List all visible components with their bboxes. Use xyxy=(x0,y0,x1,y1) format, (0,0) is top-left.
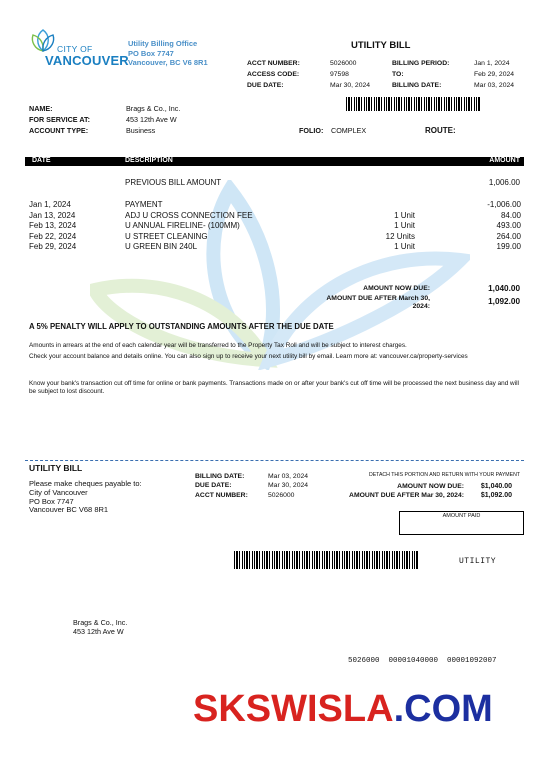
billing-period-label: BILLING PERIOD: xyxy=(392,60,450,67)
row-date: Feb 13, 2024 xyxy=(29,221,77,230)
acct-number-value: 5026000 xyxy=(330,60,357,67)
stub-now-due-label: AMOUNT NOW DUE: xyxy=(397,483,464,490)
col-amount: AMOUNT xyxy=(489,157,520,164)
row-date: Jan 1, 2024 xyxy=(29,200,71,209)
due-date-label: DUE DATE: xyxy=(247,82,284,89)
stub-billing-date: Mar 03, 2024 xyxy=(268,473,309,480)
table-row xyxy=(29,242,521,253)
office-city: Vancouver, BC V6 8R1 xyxy=(128,58,208,67)
city-logo-icon xyxy=(30,27,56,53)
row-description: U STREET CLEANING xyxy=(125,231,208,241)
scanline: 5026000 00001040000 00001092007 xyxy=(348,657,497,665)
previous-bill-amount: 1,006.00 xyxy=(488,178,520,187)
row-amount: 493.00 xyxy=(496,221,521,230)
amount-after-label-2: 2024: xyxy=(412,303,430,310)
access-code-value: 97598 xyxy=(330,71,349,78)
logo-city-of: CITY OF xyxy=(57,44,93,54)
acct-number-label: ACCT NUMBER: xyxy=(247,60,300,67)
folio-label: FOLIO: xyxy=(299,126,324,135)
billing-period-to: Feb 29, 2024 xyxy=(474,71,515,78)
col-description: DESCRIPTION xyxy=(125,157,173,164)
row-description: U GREEN BIN 240L xyxy=(125,242,198,251)
row-description: ADJ U CROSS CONNECTION FEE xyxy=(125,210,253,220)
table-row xyxy=(29,211,521,222)
mail-name: Brags & Co., Inc. xyxy=(73,618,128,627)
amount-paid-box[interactable] xyxy=(399,511,524,535)
notice-bank: Know your bank's transaction cut off time for online or bank payments. Transactions made on or after your bank's cut off time will be processed the next business day and will be subject to lost discount. xyxy=(29,380,519,395)
billing-date-value: Mar 03, 2024 xyxy=(474,82,515,89)
payable-block xyxy=(29,480,142,515)
bill-title: UTILITY BILL xyxy=(351,40,411,51)
mail-address: 453 12th Ave W xyxy=(73,627,124,636)
row-quantity: 1 Unit xyxy=(394,242,415,251)
row-amount: 199.00 xyxy=(496,242,521,251)
penalty-notice: A 5% PENALTY WILL APPLY TO OUTSTANDING AMOUNTS AFTER THE DUE DATE xyxy=(29,322,334,331)
billing-date-label: BILLING DATE: xyxy=(392,82,442,89)
table-row xyxy=(29,232,521,243)
amount-now-due-value: 1,040.00 xyxy=(488,284,520,293)
stub-acct-label: ACCT NUMBER: xyxy=(195,492,248,499)
access-code-label: ACCESS CODE: xyxy=(247,71,300,78)
amount-after-label-1: AMOUNT DUE AFTER March 30, xyxy=(326,295,430,302)
stub-after-label: AMOUNT DUE AFTER Mar 30, 2024: xyxy=(349,492,464,499)
notice-arrears: Amounts in arrears at the end of each calendar year will be transferred to the Property Tax Roll and will be subject to interest charges. xyxy=(29,342,407,349)
payable-city: Vancouver BC V68 8R1 xyxy=(29,505,109,515)
service-label: FOR SERVICE AT: xyxy=(29,115,90,124)
table-header xyxy=(25,157,524,166)
billing-period-from: Jan 1, 2024 xyxy=(474,60,510,67)
service-address: 453 12th Ave W xyxy=(126,115,177,124)
account-type-label: ACCOUNT TYPE: xyxy=(29,126,89,135)
payable-name: City of Vancouver xyxy=(29,487,88,497)
table-row xyxy=(29,221,521,232)
row-date: Feb 29, 2024 xyxy=(29,242,77,251)
office-name: Utility Billing Office xyxy=(128,39,198,48)
line-items xyxy=(29,200,521,253)
row-description: U ANNUAL FIRELINE- (100MM) xyxy=(125,221,240,230)
notice-online: Check your account balance and details online. You can also sign up to receive your next utility bill by email. Learn more at: vancouver.ca/property-services xyxy=(29,353,468,360)
due-date-value: Mar 30, 2024 xyxy=(330,82,371,89)
to-label: TO: xyxy=(392,71,404,78)
payable-line: Please make cheques payable to: xyxy=(29,479,142,488)
detach-instruction: DETACH THIS PORTION AND RETURN WITH YOUR PAYMENT xyxy=(368,472,520,478)
row-amount: -1,006.00 xyxy=(487,200,521,209)
stub-acct: 5026000 xyxy=(268,492,295,499)
office-box: PO Box 7747 xyxy=(128,48,174,58)
row-amount: 264.00 xyxy=(496,231,521,241)
watermark-red: SKSWISLA xyxy=(193,688,394,730)
account-type-value: Business xyxy=(126,126,156,135)
row-amount: 84.00 xyxy=(500,210,521,220)
watermark-blue: .COM xyxy=(393,688,493,730)
watermark-text xyxy=(193,688,493,731)
row-quantity: 1 Unit xyxy=(394,221,415,230)
row-date: Feb 22, 2024 xyxy=(29,231,77,241)
previous-bill-label: PREVIOUS BILL AMOUNT xyxy=(125,178,222,187)
utility-tag: UTILITY xyxy=(459,557,497,566)
top-barcode xyxy=(346,97,480,111)
row-description: PAYMENT xyxy=(125,200,163,209)
stub-due-date: Mar 30, 2024 xyxy=(268,482,309,489)
table-row xyxy=(29,200,521,211)
office-block xyxy=(128,39,208,68)
amount-now-due-label: AMOUNT NOW DUE: xyxy=(363,285,430,292)
stub-due-date-label: DUE DATE: xyxy=(195,482,232,489)
name-value: Brags & Co., Inc. xyxy=(126,104,181,113)
payable-box: PO Box 7747 xyxy=(29,496,74,506)
mail-address-block xyxy=(73,618,127,636)
amount-after-value: 1,092.00 xyxy=(488,297,520,306)
stub-billing-date-label: BILLING DATE: xyxy=(195,473,245,480)
amount-paid-label: AMOUNT PAID xyxy=(442,513,481,519)
stub-after: $1,092.00 xyxy=(480,492,512,499)
row-quantity: 12 Units xyxy=(385,231,415,241)
col-date: DATE xyxy=(32,157,51,164)
stub-barcode xyxy=(234,551,418,569)
route-label: ROUTE: xyxy=(425,126,456,135)
row-quantity: 1 Unit xyxy=(394,210,415,220)
stub-title: UTILITY BILL xyxy=(29,463,83,473)
detach-line xyxy=(25,460,524,461)
logo-vancouver: VANCOUVER xyxy=(45,53,129,68)
folio-value: COMPLEX xyxy=(331,126,367,135)
row-date: Jan 13, 2024 xyxy=(29,210,76,220)
name-label: NAME: xyxy=(29,104,53,113)
stub-now-due: $1,040.00 xyxy=(480,483,512,490)
